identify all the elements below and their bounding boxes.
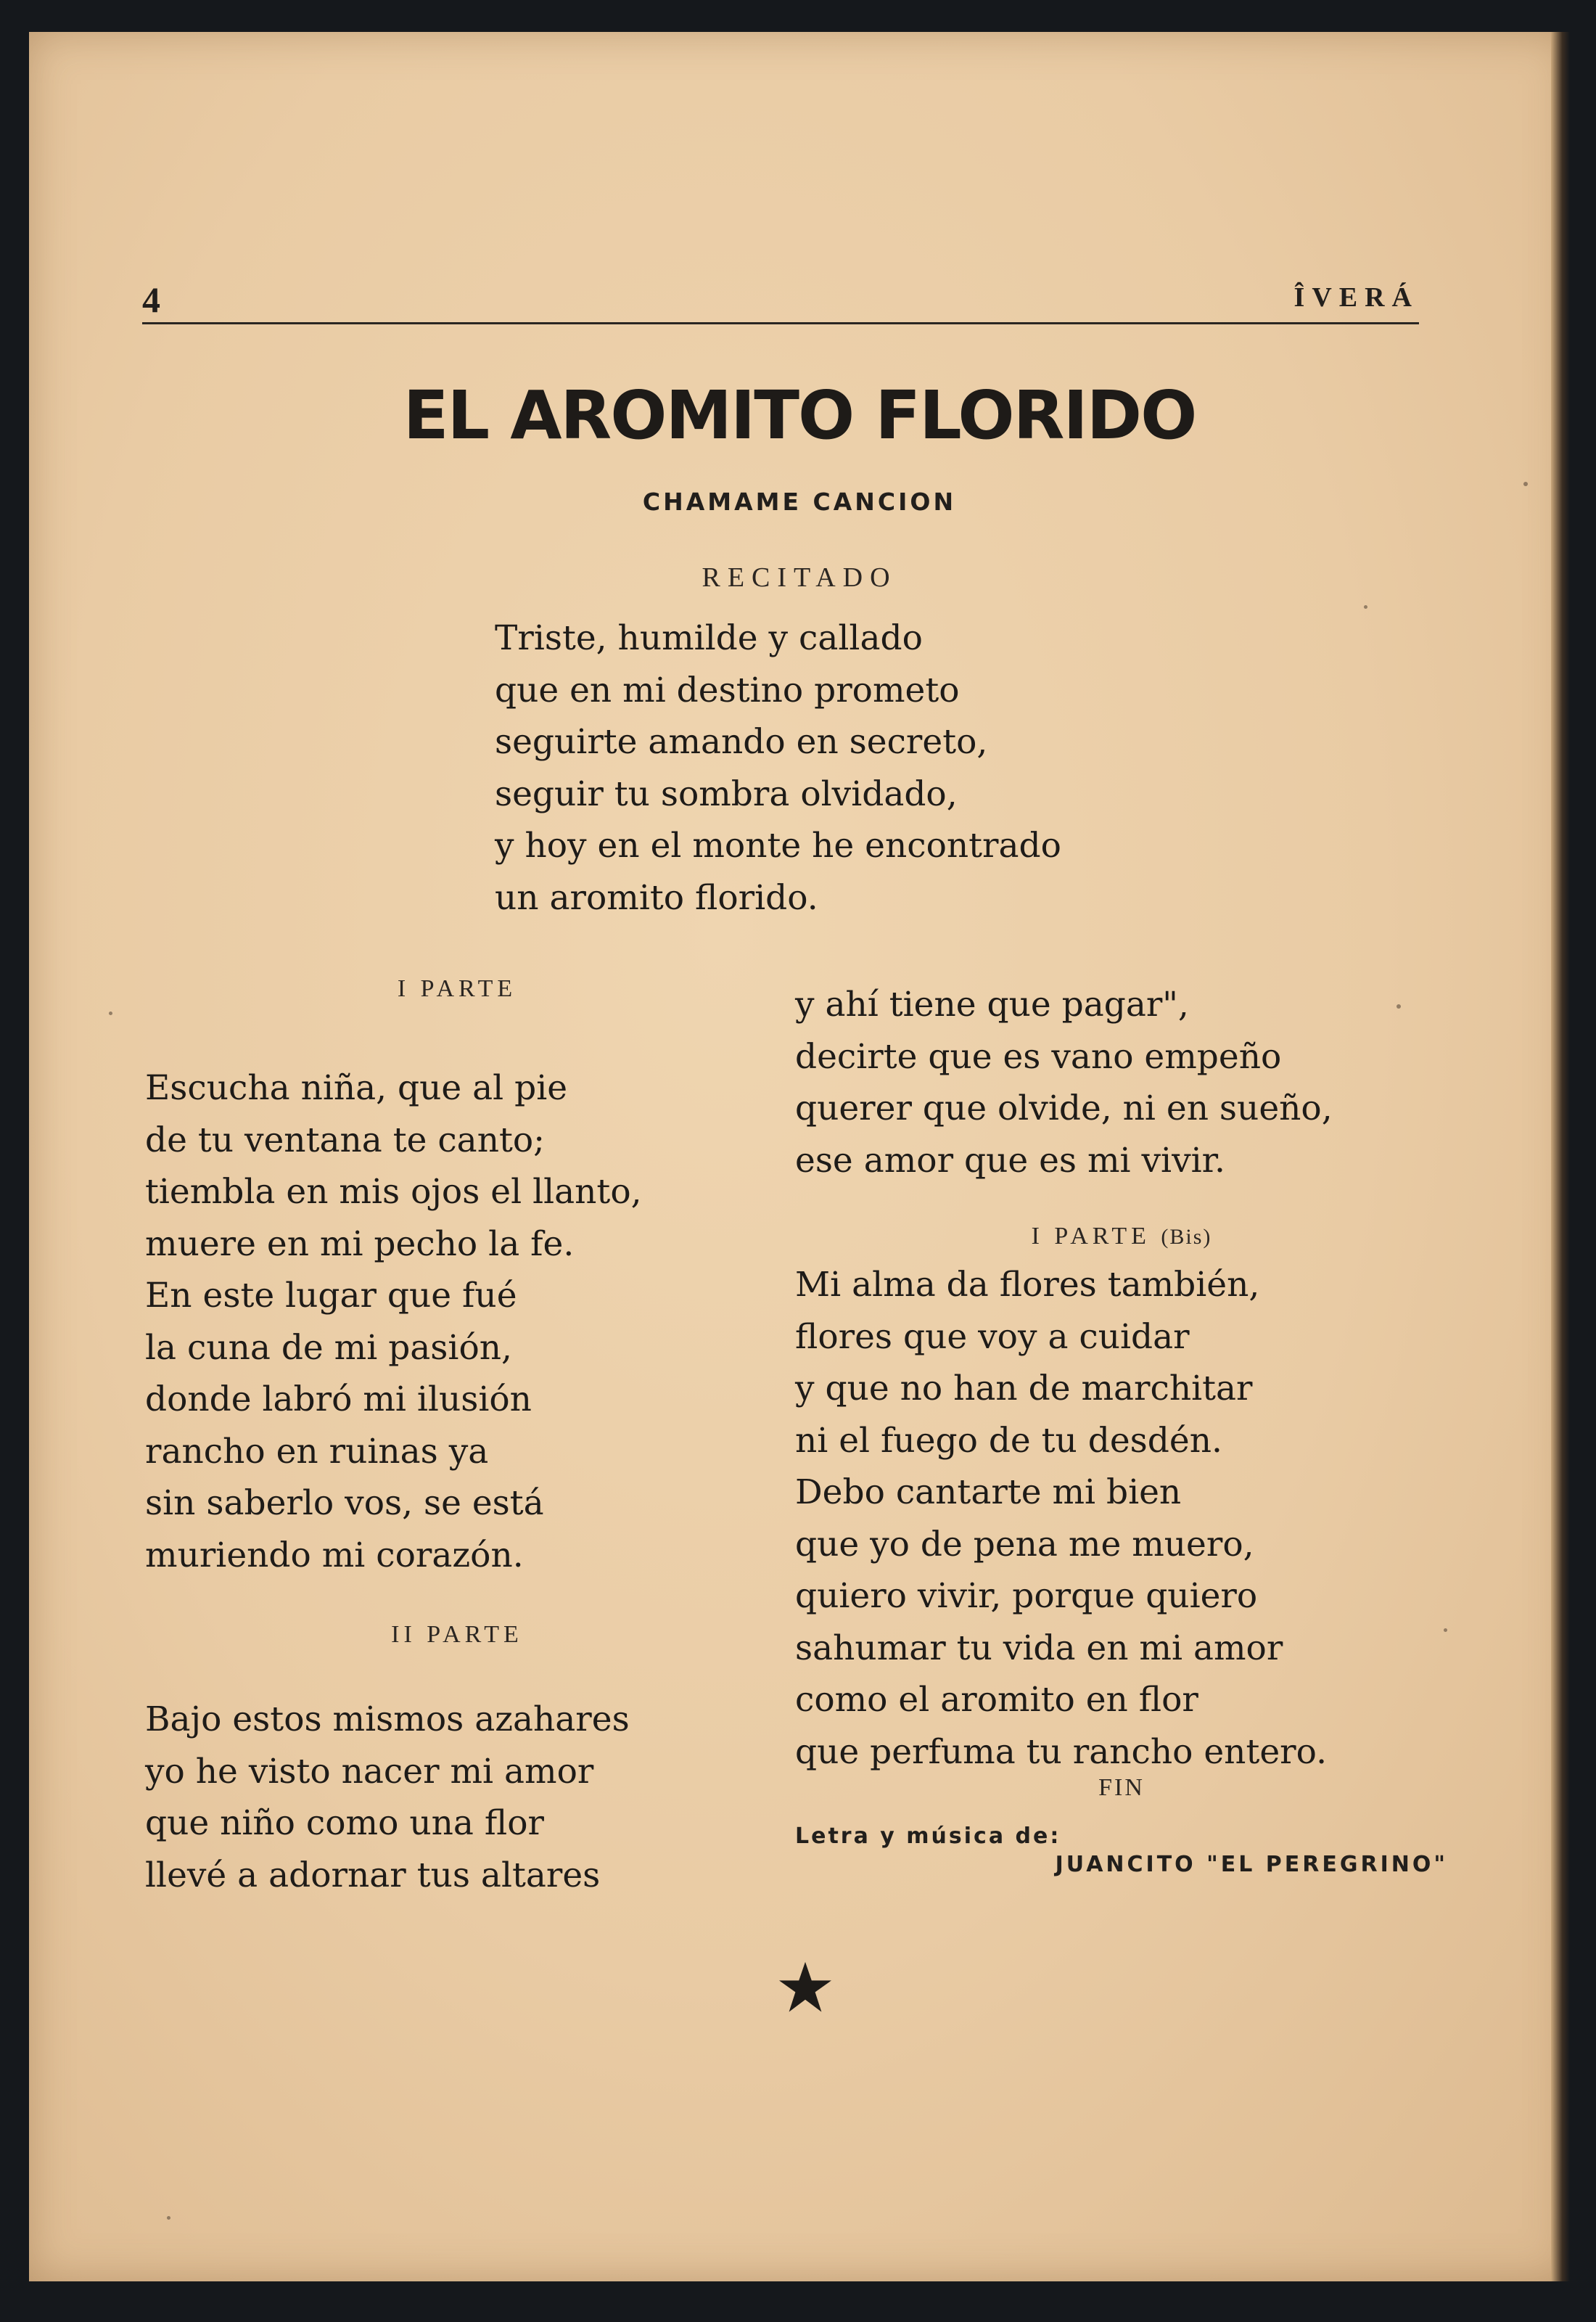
- verse-line: ese amor que es mi vivir.: [795, 1140, 1225, 1181]
- verse-line: Bajo estos mismos azahares: [145, 1699, 630, 1739]
- recitado-label: RECITADO: [702, 562, 897, 593]
- parte-1-bis-label: I PARTE: [1031, 1223, 1151, 1250]
- verse-line: que niño como una flor: [145, 1803, 544, 1843]
- verse-line: que yo de pena me muero,: [795, 1524, 1254, 1564]
- spine-shadow: [1551, 32, 1570, 2281]
- speck: [109, 1012, 112, 1015]
- parte-2-verse-right: [795, 979, 1448, 1186]
- verse-line: sahumar tu vida en mi amor: [795, 1628, 1283, 1668]
- verse-line: flores que voy a cuidar: [795, 1316, 1190, 1357]
- credits-author: JUANCITO "EL PEREGRINO": [1055, 1852, 1448, 1877]
- verse-line: seguir tu sombra olvidado,: [495, 774, 958, 814]
- verse-line: que perfuma tu rancho entero.: [795, 1731, 1328, 1772]
- verse-line: decirte que es vano empeño: [795, 1036, 1282, 1077]
- right-column: [795, 979, 1448, 1877]
- speck: [1523, 482, 1528, 486]
- verse-line: rancho en ruinas ya: [145, 1431, 489, 1472]
- speck: [1364, 605, 1367, 609]
- journal-name: ÎVERÁ: [1293, 282, 1419, 313]
- parte-1-bis-verse: [795, 1259, 1448, 1778]
- star-icon: [776, 1958, 834, 2017]
- verse-line: ni el fuego de tu desdén.: [795, 1420, 1222, 1461]
- verse-line: muere en mi pecho la fe.: [145, 1223, 575, 1264]
- verse-line: llevé a adornar tus altares: [145, 1855, 601, 1895]
- song-subtitle: CHAMAME CANCION: [642, 488, 957, 516]
- fin-label: FIN: [1098, 1774, 1145, 1801]
- verse-line: quiero vivir, porque quiero: [795, 1576, 1258, 1616]
- verse-line: Debo cantarte mi bien: [795, 1472, 1182, 1512]
- verse-line: de tu ventana te canto;: [145, 1120, 545, 1160]
- verse-line: querer que olvide, ni en sueño,: [795, 1088, 1333, 1128]
- paper-page: [29, 32, 1570, 2281]
- verse-line: yo he visto nacer mi amor: [145, 1751, 594, 1792]
- verse-line: tiembla en mis ojos el llanto,: [145, 1172, 642, 1212]
- speck: [167, 2216, 170, 2220]
- verse-line: seguirte amando en secreto,: [495, 722, 988, 762]
- parte-1-verse: [145, 1062, 769, 1581]
- parte-1-bis-heading: [795, 1223, 1448, 1259]
- verse-line: Mi alma da flores también,: [795, 1265, 1260, 1305]
- verse-line: Triste, humilde y callado: [495, 618, 923, 658]
- verse-line: y ahí tiene que pagar",: [795, 985, 1189, 1025]
- bis-marker: (Bis): [1161, 1225, 1212, 1249]
- page-number: 4: [142, 279, 160, 320]
- verse-line: la cuna de mi pasión,: [145, 1327, 512, 1368]
- parte-1-label: I PARTE: [397, 975, 517, 1002]
- verse-line: y hoy en el monte he encontrado: [495, 826, 1061, 866]
- recitado-verse: [495, 612, 1061, 924]
- song-title: EL AROMITO FLORIDO: [403, 377, 1196, 454]
- parte-2-verse-left: [145, 1694, 769, 1901]
- verse-line: donde labró mi ilusión: [145, 1379, 532, 1419]
- verse-line: En este lugar que fué: [145, 1276, 517, 1316]
- credits-label: Letra y música de:: [795, 1823, 1061, 1849]
- verse-line: como el aromito en flor: [795, 1680, 1198, 1720]
- verse-line: sin saberlo vos, se está: [145, 1483, 544, 1523]
- verse-line: que en mi destino prometo: [495, 670, 960, 710]
- left-column: [145, 975, 769, 1901]
- running-head: [142, 250, 1419, 324]
- parte-2-label: II PARTE: [391, 1621, 523, 1648]
- verse-line: y que no han de marchitar: [795, 1369, 1253, 1408]
- verse-line: Escucha niña, que al pie: [145, 1068, 568, 1108]
- verse-line: muriendo mi corazón.: [145, 1535, 524, 1575]
- verse-line: un aromito florido.: [495, 877, 818, 918]
